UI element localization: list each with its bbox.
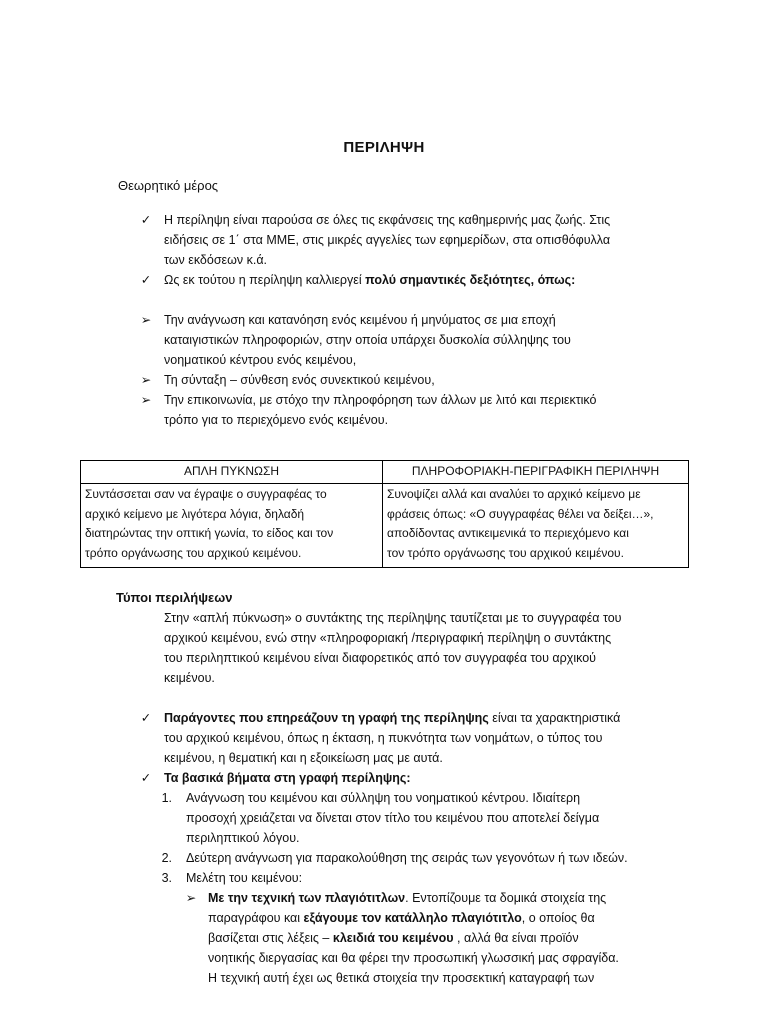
- table-header-cell: ΑΠΛΗ ΠΥΚΝΩΣΗ: [81, 461, 383, 484]
- cell-line: Συνοψίζει αλλά και αναλύει το αρχικό κείμενο με: [387, 487, 641, 501]
- arrow-icon: ➢: [140, 373, 152, 387]
- check-icon: ✓: [140, 273, 152, 287]
- list-item-text: , αλλά θα είναι προϊόν: [453, 931, 579, 945]
- list-item: Δεύτερη ανάγνωση για παρακολούθηση της σειράς των γεγονότων ή των ιδεών.: [186, 851, 628, 865]
- paragraph-line: αρχικού κειμένου, ενώ στην «πληροφοριακή /περιγραφική περίληψη ο συντάκτης: [164, 631, 612, 645]
- list-item: Ανάγνωση του κειμένου και σύλληψη του νοηματικού κέντρου. Ιδιαίτερη: [186, 791, 581, 805]
- list-item-line: τρόπο για το περιεχόμενο ενός κειμένου.: [164, 413, 389, 427]
- table-header-row: [81, 461, 689, 484]
- cell-line: διατηρώντας την οπτική γωνία, το είδος και τον: [85, 526, 334, 540]
- paragraph-line: κειμένου.: [164, 671, 215, 685]
- list-item-text: , ο οποίος θα: [521, 911, 595, 925]
- arrow-icon: ➢: [185, 891, 197, 905]
- list-item-line: κειμένου, η θεματική και η εξοικείωση μας με αυτά.: [164, 751, 443, 765]
- list-item-text: . Εντοπίζουμε τα δομικά στοιχεία της: [405, 891, 607, 905]
- cell-line: τον τρόπο οργάνωσης του αρχικού κειμένου.: [387, 545, 624, 560]
- list-item-emphasis: Με την τεχνική των πλαγιότιτλων: [208, 891, 406, 905]
- step-number: 3.: [161, 871, 172, 885]
- cell-line: αρχικό κείμενο με λιγότερα λόγια, δηλαδή: [85, 506, 305, 521]
- list-item-line: νοηματικού κέντρου ενός κειμένου,: [164, 353, 357, 367]
- list-item: [208, 888, 606, 908]
- list-item-line: [208, 908, 595, 928]
- list-item-line: ειδήσεις σε 1΄ στα ΜΜΕ, στις μικρές αγγελίες των εφημερίδων, στα οπισθόφυλλα: [164, 233, 611, 247]
- paragraph-line: Στην «απλή πύκνωση» ο συντάκτης της περίληψης ταυτίζεται με το συγγραφέα του: [164, 611, 622, 625]
- paragraph-line: του περιληπτικού κειμένου είναι διαφορετικός από τον συγγραφέα του αρχικού: [164, 651, 596, 665]
- cell-line: Συντάσσεται σαν να έγραψε ο συγγραφέας το: [85, 487, 327, 501]
- cell-line: φράσεις όπως: «Ο συγγραφέας θέλει να δείξει…»,: [387, 506, 654, 521]
- list-item-line: Η τεχνική αυτή έχει ως θετικά στοιχεία την προσεκτική καταγραφή των: [208, 971, 595, 985]
- step-number: 2.: [161, 851, 172, 865]
- theory-heading: Θεωρητικό μέρος: [118, 178, 219, 193]
- list-item-emphasis: εξάγουμε τον κατάλληλο πλαγιότιτλο: [303, 911, 522, 925]
- list-item: Την επικοινωνία, με στόχο την πληροφόρηση των άλλων με λιτό και περιεκτικό: [164, 393, 597, 407]
- steps-heading: Τα βασικά βήματα στη γραφή περίληψης:: [164, 771, 411, 785]
- step-number: 1.: [161, 791, 172, 805]
- list-item: [164, 708, 620, 728]
- list-item-line: του αρχικού κειμένου, όπως η έκταση, η πυκνότητα των νοημάτων, ο τύπος του: [164, 731, 603, 745]
- list-item: [164, 270, 575, 290]
- list-item: Μελέτη του κειμένου:: [186, 871, 303, 885]
- list-item-emphasis: κλειδιά του κειμένου: [332, 931, 454, 945]
- page-title: ΠΕΡΙΛΗΨΗ: [343, 139, 425, 156]
- list-item-text: βασίζεται στις λέξεις –: [208, 931, 333, 945]
- types-paragraph: [164, 608, 664, 688]
- list-item-text: Ως εκ τούτου η περίληψη καλλιεργεί: [164, 273, 366, 287]
- table-row: [81, 484, 689, 568]
- cell-line: τρόπο οργάνωσης του αρχικού κειμένου.: [85, 545, 302, 560]
- comparison-table: [80, 460, 689, 568]
- check-icon: ✓: [140, 213, 152, 227]
- table-header-cell: ΠΛΗΡΟΦΟΡΙΑΚΗ-ΠΕΡΙΓΡΑΦΙΚΗ ΠΕΡΙΛΗΨΗ: [383, 461, 689, 484]
- cell-line: αποδίδοντας αντικειμενικά το περιεχόμενο και: [387, 526, 629, 540]
- check-icon: ✓: [140, 711, 152, 725]
- arrow-icon: ➢: [140, 313, 152, 327]
- table-cell: [81, 484, 383, 568]
- list-item-line: νοητικής διεργασίας και θα φέρει την προσωπική γλωσσική μας σφραγίδα.: [208, 951, 619, 965]
- list-item-line: των εκδόσεων κ.ά.: [164, 253, 268, 267]
- table-cell: [383, 484, 689, 568]
- list-item-line: περιληπτικού λόγου.: [186, 831, 300, 845]
- list-item-line: καταιγιστικών πληροφοριών, στην οποία υπάρχει δυσκολία σύλληψης του: [164, 333, 571, 347]
- list-item-text: είναι τα χαρακτηριστικά: [488, 711, 621, 725]
- list-item: Την ανάγνωση και κατανόηση ενός κειμένου ή μηνύματος σε μια εποχή: [164, 313, 556, 327]
- types-heading: Τύποι περιλήψεων: [116, 590, 233, 605]
- check-icon: ✓: [140, 771, 152, 785]
- list-item-line: [208, 928, 579, 948]
- list-item-line: προσοχή χρειάζεται να δίνεται στον τίτλο του κειμένου που αποτελεί δείγμα: [186, 811, 600, 825]
- arrow-icon: ➢: [140, 393, 152, 407]
- list-item-emphasis: πολύ σημαντικές δεξιότητες, όπως:: [365, 273, 576, 287]
- list-item: Τη σύνταξη – σύνθεση ενός συνεκτικού κειμένου,: [164, 373, 435, 387]
- list-item: Η περίληψη είναι παρούσα σε όλες τις εκφάνσεις της καθημερινής μας ζωής. Στις: [164, 213, 611, 227]
- list-item-text: παραγράφου και: [208, 911, 304, 925]
- list-item-emphasis: Παράγοντες που επηρεάζουν τη γραφή της περίληψης: [164, 711, 489, 725]
